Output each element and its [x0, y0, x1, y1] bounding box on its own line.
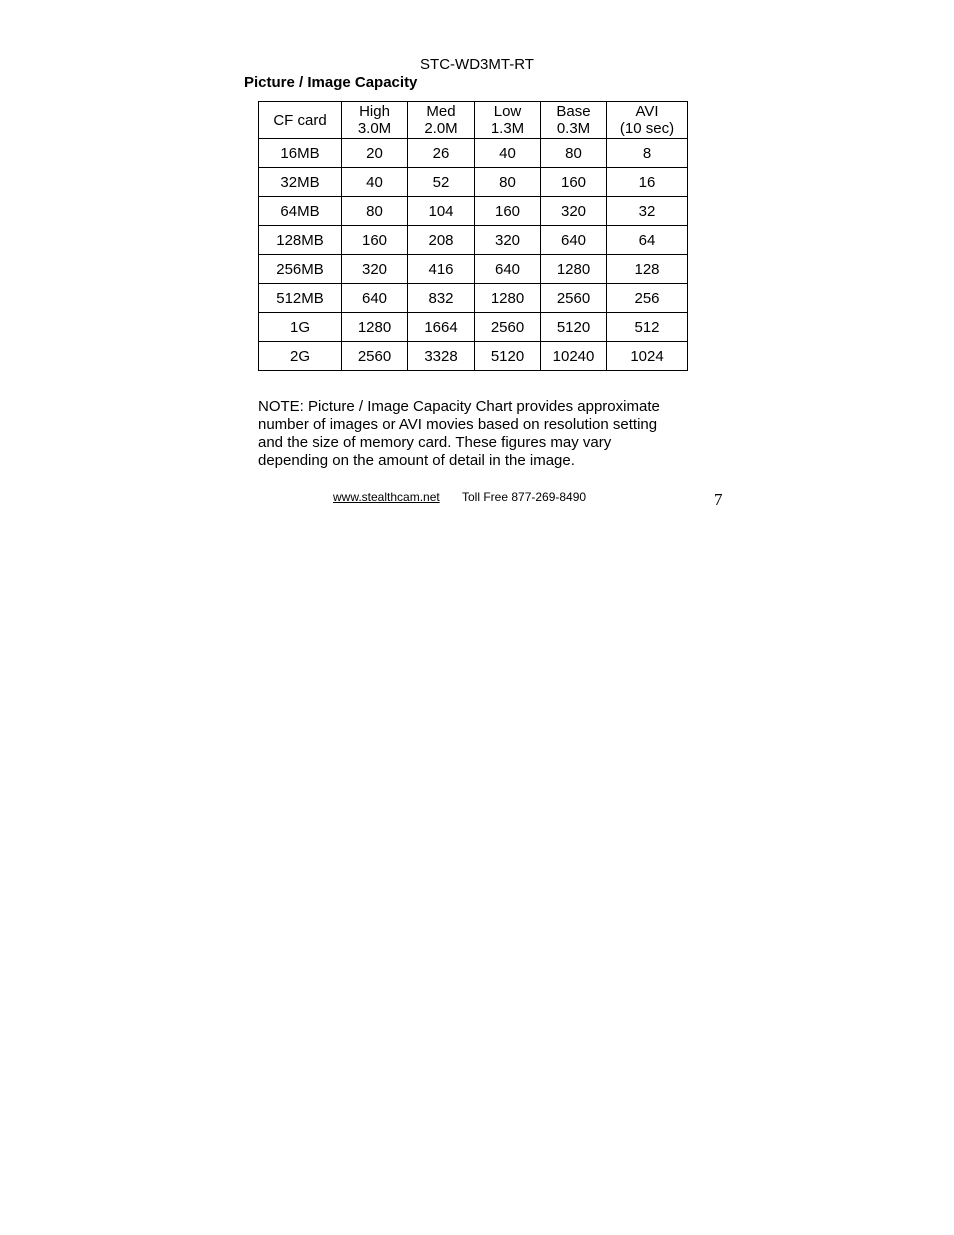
table-cell: 3328 — [408, 342, 475, 371]
table-cell: 320 — [541, 197, 607, 226]
table-cell: 416 — [408, 255, 475, 284]
column-header-resolution: 1.3M — [490, 120, 525, 137]
column-header-label: Med — [426, 103, 456, 120]
column-header-duration: (10 sec) — [619, 120, 675, 137]
toll-free-phone: Toll Free 877-269-8490 — [462, 490, 587, 504]
table-cell: 1024 — [607, 342, 688, 371]
table-header-row — [259, 102, 688, 139]
table-row — [259, 168, 688, 197]
table-cell: 2560 — [475, 313, 541, 342]
table-cell: 2560 — [342, 342, 408, 371]
table-cell-card-size: 1G — [259, 313, 342, 342]
table-row — [259, 197, 688, 226]
table-row — [259, 255, 688, 284]
table-cell: 5120 — [541, 313, 607, 342]
model-number: STC-WD3MT-RT — [420, 56, 534, 73]
table-cell: 2560 — [541, 284, 607, 313]
table-cell: 320 — [475, 226, 541, 255]
table-cell: 20 — [342, 139, 408, 168]
table-cell-card-size: 256MB — [259, 255, 342, 284]
table-row — [259, 226, 688, 255]
table-cell: 64 — [607, 226, 688, 255]
column-header-label: Low — [493, 103, 522, 120]
page-number: 7 — [714, 490, 723, 509]
column-header-high — [342, 102, 408, 139]
table-cell: 160 — [475, 197, 541, 226]
column-header-label: CF card — [273, 111, 327, 129]
table-cell: 512 — [607, 313, 688, 342]
column-header-resolution: 0.3M — [556, 120, 591, 137]
column-header-low — [475, 102, 541, 139]
table-cell: 32 — [607, 197, 688, 226]
note-line: NOTE: Picture / Image Capacity Chart provides approximate — [258, 398, 660, 415]
table-cell: 16 — [607, 168, 688, 197]
table-cell-card-size: 512MB — [259, 284, 342, 313]
table-cell: 640 — [475, 255, 541, 284]
note-line: number of images or AVI movies based on resolution setting — [258, 416, 658, 433]
table-cell: 1664 — [408, 313, 475, 342]
column-header-med — [408, 102, 475, 139]
table-cell-card-size: 128MB — [259, 226, 342, 255]
table-cell: 640 — [541, 226, 607, 255]
table-row — [259, 342, 688, 371]
table-cell: 8 — [607, 139, 688, 168]
column-header-avi — [607, 102, 688, 139]
table-cell: 5120 — [475, 342, 541, 371]
capacity-note — [258, 398, 698, 470]
table-row — [259, 139, 688, 168]
table-cell: 52 — [408, 168, 475, 197]
table-cell: 104 — [408, 197, 475, 226]
table-cell: 320 — [342, 255, 408, 284]
table-cell: 80 — [342, 197, 408, 226]
column-header-label: High — [359, 103, 390, 120]
column-header-label: Base — [556, 103, 591, 120]
table-cell: 160 — [342, 226, 408, 255]
column-header-base — [541, 102, 607, 139]
website-link[interactable]: www.stealthcam.net — [333, 490, 440, 504]
table-cell: 26 — [408, 139, 475, 168]
table-cell-card-size: 16MB — [259, 139, 342, 168]
column-header-resolution: 2.0M — [424, 120, 458, 137]
note-line: depending on the amount of detail in the image. — [258, 452, 575, 469]
table-row — [259, 313, 688, 342]
section-title: Picture / Image Capacity — [244, 74, 418, 91]
table-cell-card-size: 32MB — [259, 168, 342, 197]
table-cell: 160 — [541, 168, 607, 197]
table-cell: 128 — [607, 255, 688, 284]
table-row — [259, 284, 688, 313]
table-cell: 40 — [342, 168, 408, 197]
table-cell: 832 — [408, 284, 475, 313]
table-cell: 1280 — [541, 255, 607, 284]
table-cell: 40 — [475, 139, 541, 168]
column-header-label: AVI — [635, 103, 659, 120]
column-header-resolution: 3.0M — [357, 120, 392, 137]
table-cell-card-size: 64MB — [259, 197, 342, 226]
table-cell: 80 — [541, 139, 607, 168]
column-header-cf-card — [259, 102, 342, 139]
table-cell-card-size: 2G — [259, 342, 342, 371]
note-line: and the size of memory card. These figures may vary — [258, 434, 612, 451]
table-cell: 1280 — [475, 284, 541, 313]
table-cell: 208 — [408, 226, 475, 255]
table-cell: 256 — [607, 284, 688, 313]
table-cell: 80 — [475, 168, 541, 197]
table-cell: 1280 — [342, 313, 408, 342]
capacity-table — [258, 101, 688, 371]
table-cell: 640 — [342, 284, 408, 313]
table-cell: 10240 — [541, 342, 607, 371]
